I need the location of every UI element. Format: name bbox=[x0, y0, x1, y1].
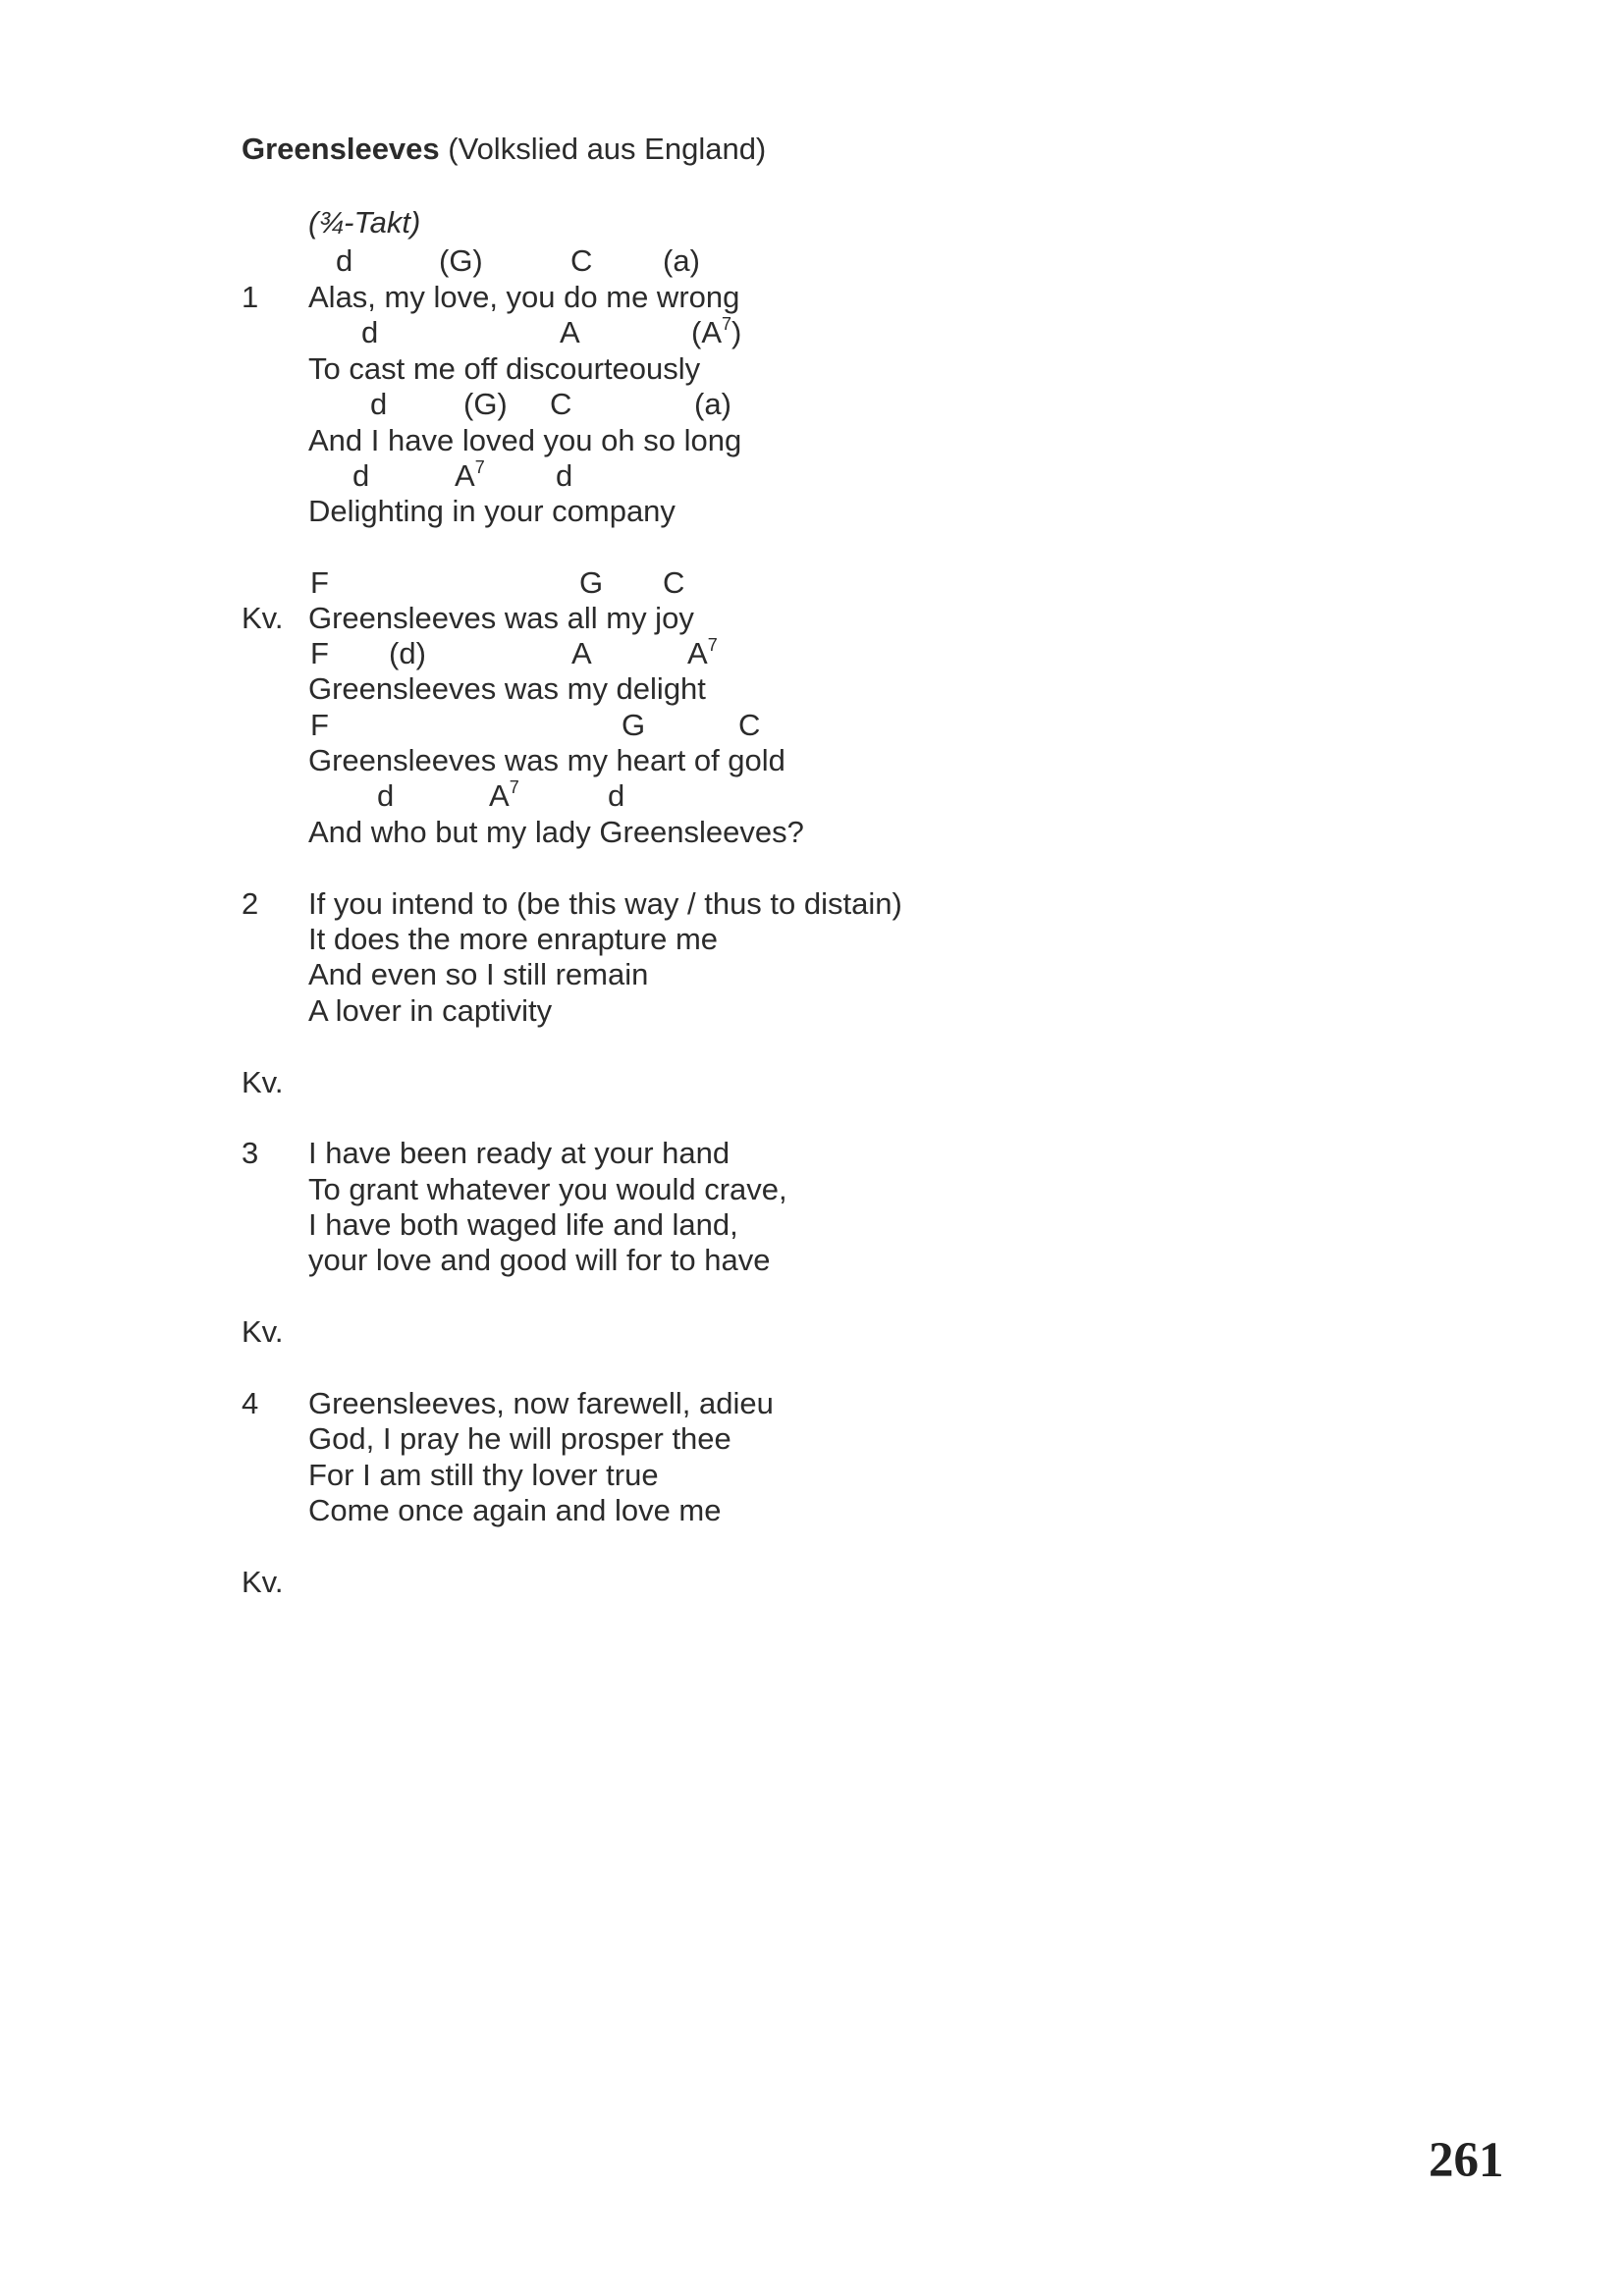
lyric-line: Greensleeves was my delight bbox=[308, 671, 706, 706]
lyric-line: Greensleeves, now farewell, adieu bbox=[308, 1386, 774, 1420]
chord: (G) bbox=[439, 243, 483, 278]
chord: A bbox=[560, 315, 580, 349]
chord-with-superscript: $(A^7)$ bbox=[691, 313, 742, 349]
chord: F bbox=[310, 708, 329, 742]
chorus-marker: Kv. bbox=[242, 601, 284, 635]
chord: C bbox=[738, 708, 761, 742]
chord: C bbox=[663, 565, 685, 600]
verse-number-3: 3 bbox=[242, 1136, 259, 1170]
lyric-line: Delighting in your company bbox=[308, 494, 676, 528]
chorus-repeat-marker: Kv. bbox=[242, 1314, 284, 1349]
song-title bbox=[242, 132, 766, 167]
chord: (d) bbox=[389, 636, 426, 670]
chord: d bbox=[352, 458, 370, 493]
lyric-line: Greensleeves was all my joy bbox=[308, 601, 694, 635]
chord: G bbox=[622, 708, 646, 742]
chord: (a) bbox=[663, 243, 700, 278]
lyric-line: your love and good will for to have bbox=[308, 1243, 771, 1277]
chord: A bbox=[571, 636, 592, 670]
chord: F bbox=[310, 636, 329, 670]
lyric-line: Alas, my love, you do me wrong bbox=[308, 280, 740, 314]
chord: C bbox=[570, 243, 593, 278]
chord: C bbox=[550, 387, 572, 421]
chord: d bbox=[336, 243, 353, 278]
chord: d bbox=[370, 387, 388, 421]
verse-number-2: 2 bbox=[242, 886, 259, 921]
chord-with-superscript: $A^7$ bbox=[687, 634, 718, 670]
lyric-line: Greensleeves was my heart of gold bbox=[308, 743, 785, 777]
lyric-line: I have both waged life and land, bbox=[308, 1207, 738, 1242]
chord: d bbox=[361, 315, 379, 349]
chord: d bbox=[556, 458, 573, 493]
lyric-line: And even so I still remain bbox=[308, 957, 649, 991]
song-title-origin: (Volkslied aus England) bbox=[448, 132, 767, 166]
lyric-line: A lover in captivity bbox=[308, 993, 553, 1028]
page-number: 261 bbox=[1429, 2133, 1504, 2188]
verse-number-1: 1 bbox=[242, 280, 259, 314]
lyric-line: To cast me off discourteously bbox=[308, 351, 701, 386]
chorus-repeat-marker: Kv. bbox=[242, 1065, 284, 1099]
chord: d bbox=[377, 778, 395, 813]
chord: G bbox=[579, 565, 604, 600]
chord: d bbox=[608, 778, 625, 813]
lyric-line: And I have loved you oh so long bbox=[308, 423, 742, 457]
chord-with-superscript: $A^7$ bbox=[455, 456, 485, 493]
chord: F bbox=[310, 565, 329, 600]
lyric-line: God, I pray he will prosper thee bbox=[308, 1421, 731, 1456]
lyric-line: It does the more enrapture me bbox=[308, 922, 719, 956]
chord-with-superscript: $A^7$ bbox=[489, 776, 519, 813]
lyric-line: If you intend to (be this way / thus to distain) bbox=[308, 886, 902, 921]
verse-number-4: 4 bbox=[242, 1386, 259, 1420]
lyric-line: Come once again and love me bbox=[308, 1493, 722, 1527]
lyric-line: And who but my lady Greensleeves? bbox=[308, 815, 804, 849]
chord: (a) bbox=[694, 387, 731, 421]
song-title-main: Greensleeves bbox=[242, 132, 440, 166]
time-signature: (¾-Takt) bbox=[308, 205, 421, 240]
lyric-line: I have been ready at your hand bbox=[308, 1136, 730, 1170]
chorus-repeat-marker: Kv. bbox=[242, 1565, 284, 1599]
lyric-line: To grant whatever you would crave, bbox=[308, 1172, 787, 1206]
lyric-line: For I am still thy lover true bbox=[308, 1458, 659, 1492]
chord: (G) bbox=[463, 387, 508, 421]
